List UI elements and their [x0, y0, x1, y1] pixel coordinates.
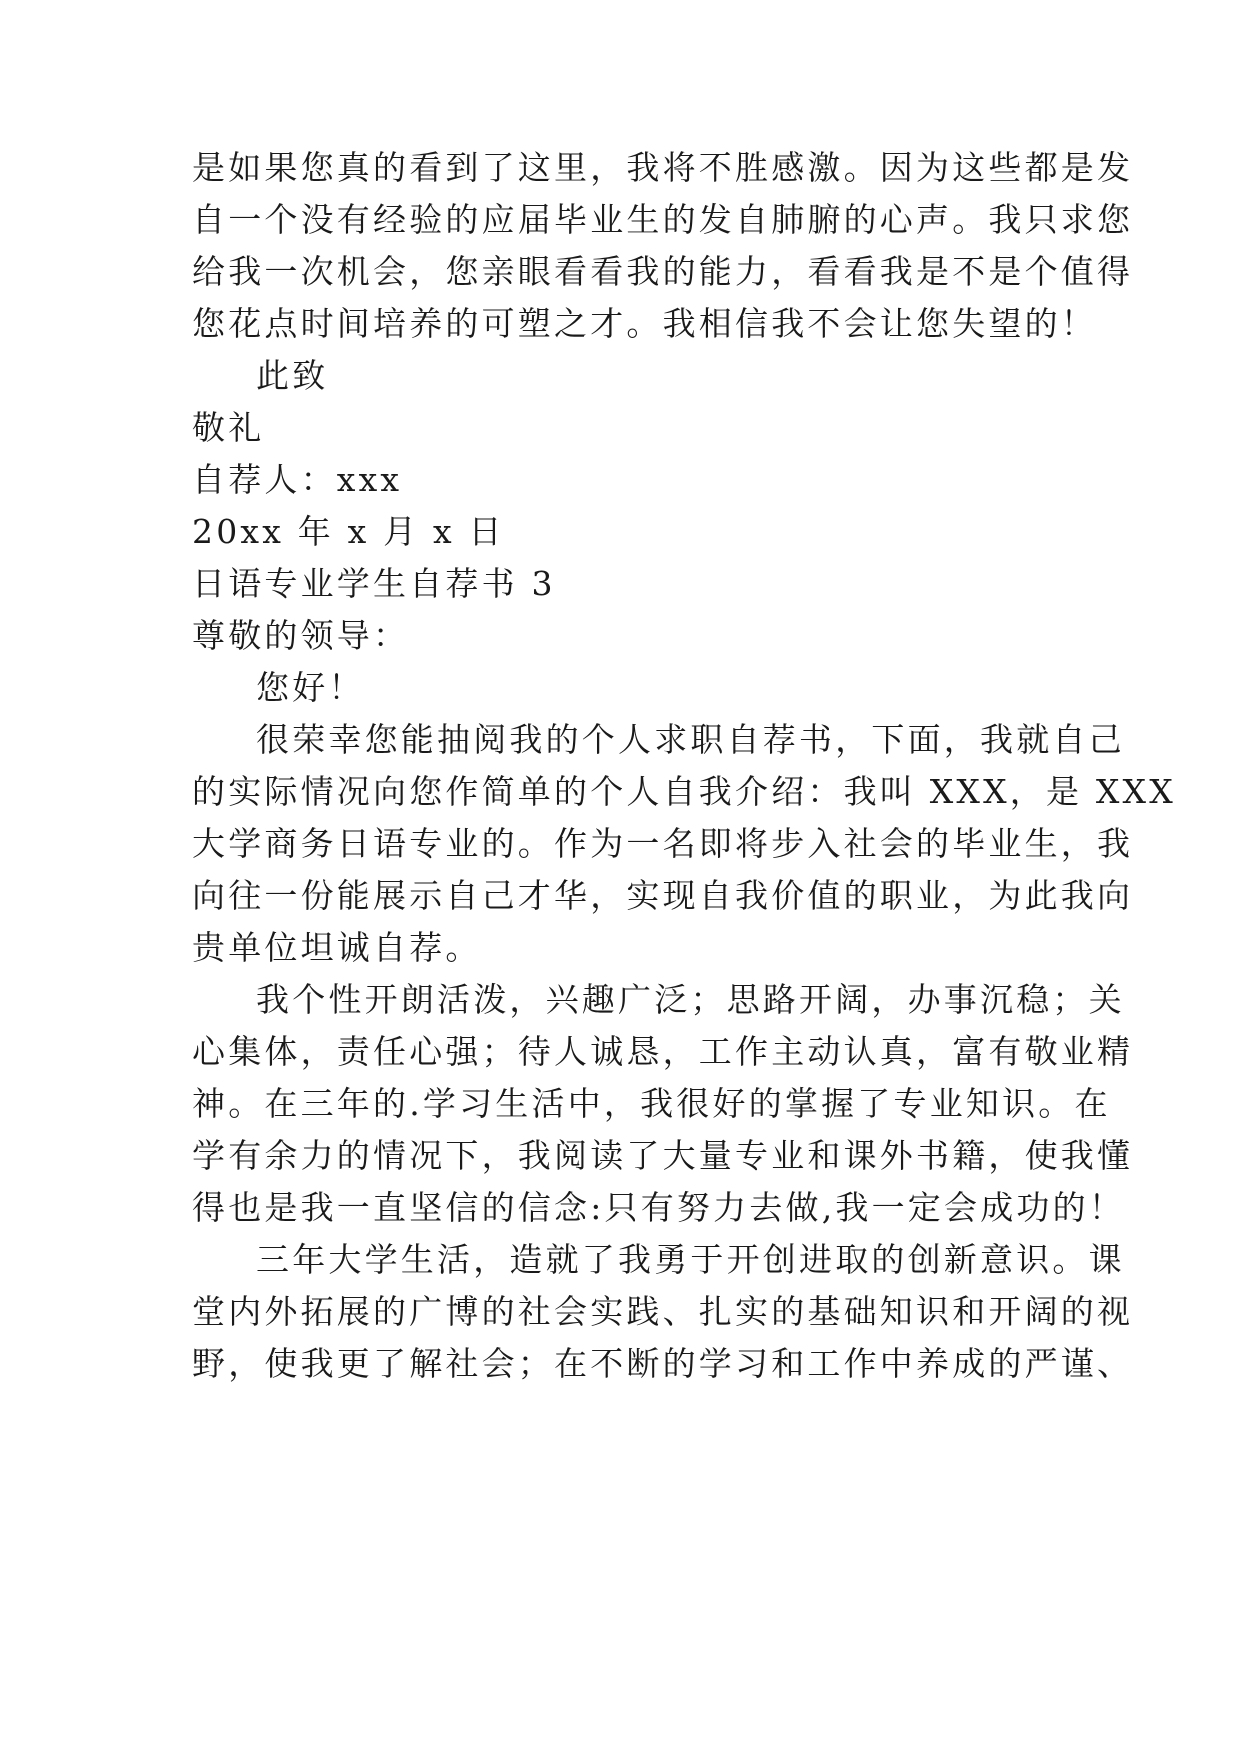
signature-line: 自荐人：xxx: [192, 460, 403, 499]
date-line: 20xx 年 x 月 x 日: [192, 512, 505, 551]
paragraph-line: 神。在三年的.学习生活中，我很好的掌握了专业知识。在: [192, 1084, 1111, 1123]
section-title: 日语专业学生自荐书 3: [192, 564, 556, 603]
paragraph-line: 的实际情况向您作简单的个人自我介绍：我叫 XXX，是 XXX: [192, 772, 1176, 811]
paragraph-line: 三年大学生活，造就了我勇于开创进取的创新意识。课: [256, 1240, 1125, 1279]
greeting-line: 您好！: [256, 668, 365, 707]
paragraph-line: 堂内外拓展的广博的社会实践、扎实的基础知识和开阔的视: [192, 1292, 1134, 1331]
paragraph-line: 自一个没有经验的应届毕业生的发自肺腑的心声。我只求您: [192, 200, 1134, 239]
paragraph-line: 得也是我一直坚信的信念:只有努力去做,我一定会成功的！: [192, 1188, 1126, 1227]
paragraph-line: 给我一次机会，您亲眼看看我的能力，看看我是不是个值得: [192, 252, 1134, 291]
paragraph-line: 贵单位坦诚自荐。: [192, 928, 482, 967]
paragraph-line: 向往一份能展示自己才华，实现自我价值的职业，为此我向: [192, 876, 1134, 915]
paragraph-line: 我个性开朗活泼，兴趣广泛；思路开阔，办事沉稳；关: [256, 980, 1125, 1019]
greeting-line: 尊敬的领导：: [192, 616, 410, 655]
paragraph-line: 大学商务日语专业的。作为一名即将步入社会的毕业生，我: [192, 824, 1134, 863]
paragraph-line: 是如果您真的看到了这里，我将不胜感激。因为这些都是发: [192, 148, 1134, 187]
paragraph-line: 您花点时间培养的可塑之才。我相信我不会让您失望的！: [192, 304, 1097, 343]
closing-line: 此致: [256, 356, 329, 395]
paragraph-line: 学有余力的情况下，我阅读了大量专业和课外书籍，使我懂: [192, 1136, 1134, 1175]
paragraph-line: 野，使我更了解社会；在不断的学习和工作中养成的严谨、: [192, 1344, 1134, 1383]
paragraph-line: 很荣幸您能抽阅我的个人求职自荐书，下面，我就自己: [256, 720, 1125, 759]
salutation-line: 敬礼: [192, 408, 265, 447]
paragraph-line: 心集体，责任心强；待人诚恳，工作主动认真，富有敬业精: [192, 1032, 1134, 1071]
